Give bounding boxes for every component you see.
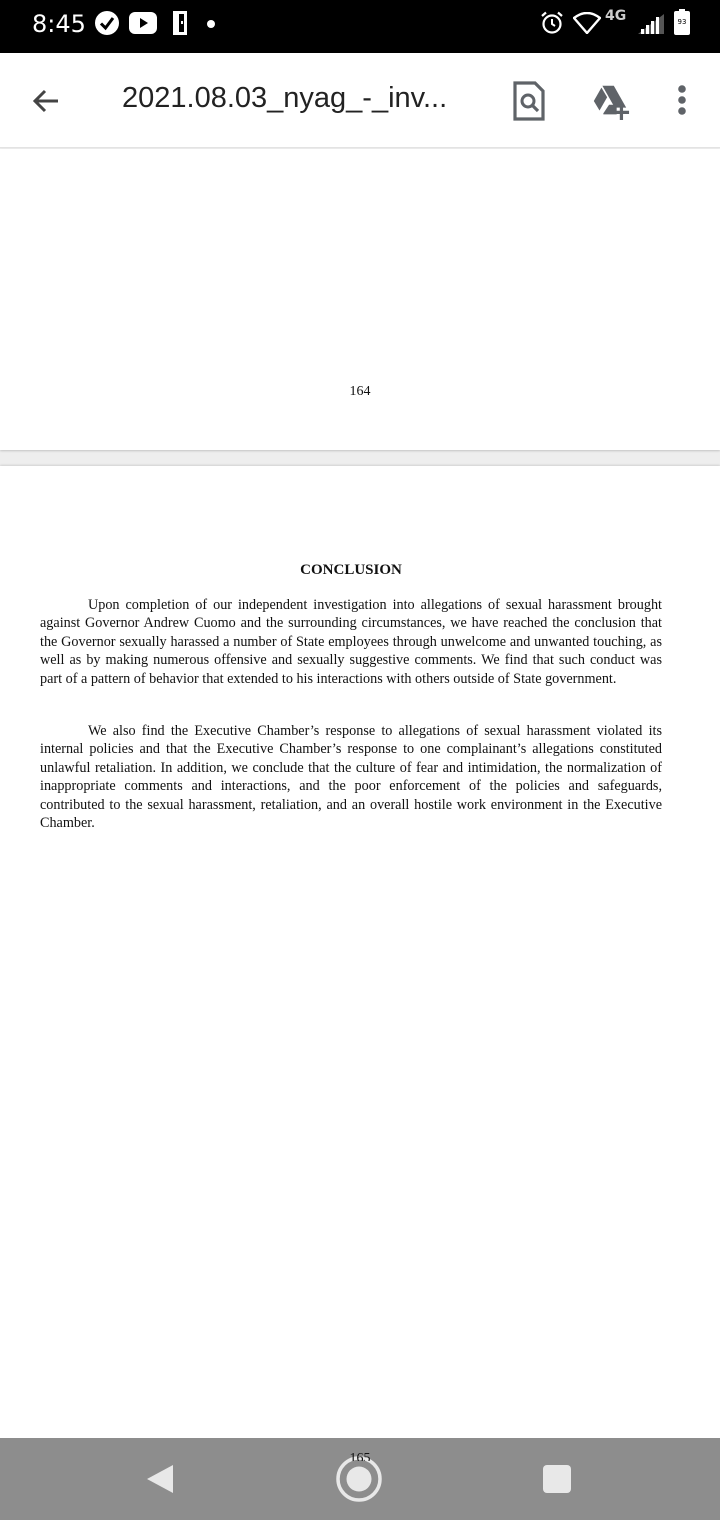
document-page [0, 466, 720, 1520]
youtube-icon [129, 12, 157, 34]
wifi-icon [573, 12, 601, 34]
document-title: 2021.08.03_nyag_-_inv... [122, 82, 448, 114]
drive-add-icon[interactable] [590, 79, 630, 123]
navigation-bar [0, 1438, 720, 1520]
check-circle-icon [94, 10, 120, 36]
status-bar [0, 0, 720, 53]
back-arrow-icon[interactable] [28, 83, 64, 119]
conclusion-heading: CONCLUSION [300, 562, 402, 578]
nav-home-icon[interactable] [334, 1454, 384, 1504]
conclusion-paragraph-1: Upon completion of our independent investigation into allegations of sexual harassment brought against Governor Andrew Cuomo and the surrounding circumstances, we have reached the conclusion that the Governor sexually harassed a number of State employees through unwelcome and unwanted touching, as well as by making numerous offensive and sexually suggestive comments. We find that such conduct was part of a pattern of behavior that extended to his interactions with others outside of State government. [40, 597, 662, 687]
document-page [0, 149, 720, 450]
page-number: 165 [349, 1452, 371, 1461]
more-vert-icon[interactable] [662, 79, 702, 123]
status-time: 8:45 [32, 10, 86, 38]
network-type-label: 4G [605, 8, 627, 24]
nav-recents-icon[interactable] [543, 1465, 571, 1493]
app-bar [0, 53, 720, 148]
battery-level: 93 [677, 18, 687, 26]
nav-back-icon[interactable] [145, 1463, 175, 1495]
signal-icon [638, 14, 664, 34]
find-in-page-icon[interactable] [509, 79, 549, 123]
alarm-icon [540, 11, 564, 35]
door-icon [171, 11, 189, 35]
notification-dot [207, 20, 215, 28]
page-number: 164 [349, 384, 371, 399]
conclusion-paragraph-2: We also find the Executive Chamber’s response to allegations of sexual harassment violated its internal policies and that the Executive Chamber’s response to one complainant’s allegations constituted unlawful retaliation. In addition, we conclude that the culture of fear and intimidation, the normalization of inappropriate comments and interactions, and the poor enforcement of the policies and safeguards, contributed to the sexual harassment, retaliation, and an overall hostile work environment in the Executive Chamber. [40, 723, 662, 832]
